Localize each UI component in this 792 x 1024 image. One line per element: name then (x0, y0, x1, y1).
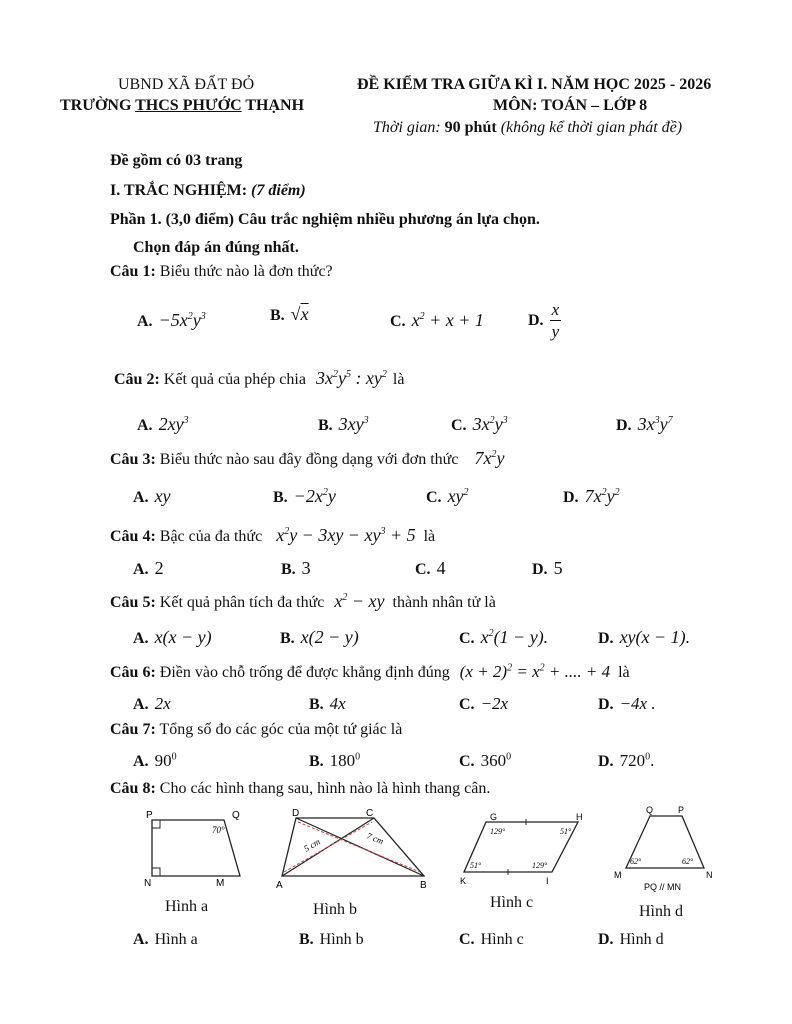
fig-c-angle-h: 51° (560, 827, 572, 836)
q5-option-a[interactable]: A. x(x − y) (133, 627, 212, 647)
fig-d-label-p: P (678, 805, 685, 815)
q7-option-b[interactable]: B. $180^0$ (309, 751, 361, 770)
figure-d (610, 804, 720, 894)
q3-option-b[interactable]: B. $-2x^2y$ (273, 486, 336, 506)
q3-option-d[interactable]: D. $7x^2y^2$ (563, 486, 620, 506)
fig-b-caption: Hình b (313, 901, 357, 918)
figure-b (272, 804, 432, 890)
q3-option-a[interactable]: A. xy (133, 486, 171, 506)
fig-b-label-b: B (420, 880, 427, 890)
question-4: Câu 4: Bậc của đa thức $x^2y - 3xy - xy^3 + 5$ là (110, 525, 436, 545)
part1-instruction: Chọn đáp án đúng nhất. (133, 239, 299, 256)
q6-option-c[interactable]: C. −2x (459, 694, 509, 713)
section-title: I. TRẮC NGHIỆM: (7 điểm) (110, 182, 306, 199)
fig-a-label-p: P (146, 810, 153, 821)
q7-option-c[interactable]: C. $360^0$ (459, 751, 512, 770)
fig-c-angle-i: 129° (532, 861, 548, 870)
q8-option-c[interactable]: C. Hình c (459, 931, 524, 948)
q4-option-d[interactable]: D. 5 (532, 558, 563, 578)
q7-option-d[interactable]: D. $720^0$. (598, 751, 655, 770)
exam-title: ĐỀ KIỂM TRA GIỮA KÌ I. NĂM HỌC 2025 - 2026 (357, 76, 712, 93)
fig-c-label-k: K (460, 876, 467, 886)
q3-option-c[interactable]: C. $xy^2$ (426, 486, 469, 506)
fig-a-label-m: M (216, 878, 225, 889)
fig-b-label-a: A (276, 880, 283, 890)
fig-b-label-d: D (292, 808, 300, 819)
q5-option-b[interactable]: B. x(2 − y) (280, 627, 359, 647)
fig-b-label-c: C (366, 808, 374, 819)
fig-d-label-q: Q (646, 805, 654, 815)
school-name: TRƯỜNG THCS PHƯỚC THẠNH (60, 97, 305, 114)
q1-option-d[interactable]: D. $\frac{x}{y}$ (528, 300, 560, 341)
fig-d-angle-n: 62° (682, 857, 694, 866)
q2-option-c[interactable]: C. $3x^2y^3$ (451, 414, 508, 434)
q2-option-d[interactable]: D. $3x^3y^7$ (616, 414, 673, 434)
question-7: Câu 7: Tổng số đo các góc của một tứ giác là (110, 721, 403, 738)
q1-option-b[interactable]: B. √x (270, 304, 309, 324)
fig-a-label-n: N (144, 878, 152, 889)
question-1: Câu 1: Biểu thức nào là đơn thức? (110, 263, 333, 280)
exam-subject: MÔN: TOÁN – LỚP 8 (493, 97, 648, 114)
figure-c (456, 808, 586, 888)
page-count: Đề gồm có 03 trang (110, 152, 243, 169)
fig-c-angle-g: 129° (490, 827, 506, 836)
exam-time: Thời gian: 90 phút (không kể thời gian phát đề) (373, 119, 683, 136)
q2-option-b[interactable]: B. $3xy^3$ (318, 414, 369, 434)
q6-option-b[interactable]: B. 4x (309, 694, 346, 713)
q4-option-c[interactable]: C. 4 (415, 558, 446, 578)
fig-d-angle-m: 62° (630, 857, 642, 866)
figure-a (140, 806, 250, 892)
question-6: Câu 6: Điền vào chỗ trống để được khẳng định đúng $(x + 2)^2 = x^2$ + .... + 4 là (110, 662, 630, 681)
fig-a-caption: Hình a (165, 898, 209, 915)
q1-option-c[interactable]: C. $x^2 + x + 1$ (390, 310, 484, 330)
school-authority: UBND XÃ ĐẤT ĐỎ (118, 76, 255, 93)
q2-option-a[interactable]: A. $2xy^3$ (137, 414, 189, 434)
q4-option-a[interactable]: A. 2 (133, 558, 164, 578)
q8-option-b[interactable]: B. Hình b (299, 931, 364, 948)
fig-b-length-1: 5 cm (302, 836, 322, 854)
fig-c-angle-k: 51° (470, 861, 482, 870)
q5-option-d[interactable]: D. xy(x − 1). (598, 627, 691, 647)
question-3: Câu 3: Biểu thức nào sau đây đồng dạng với đơn thức $7x^2y$ (110, 448, 505, 468)
question-2: Câu 2: Kết quả của phép chia $3x^2y^5$ : $xy^2$ là (114, 368, 405, 388)
fig-c-caption: Hình c (490, 894, 534, 911)
fig-b-length-2: 7 cm (365, 830, 385, 847)
question-5: Câu 5: Kết quả phân tích đa thức $x^2$ − xy thành nhân tử là (110, 591, 496, 611)
fig-d-note: PQ // MN (644, 882, 682, 892)
fig-a-angle: 70° (212, 825, 225, 835)
q8-option-d[interactable]: D. Hình d (598, 931, 664, 948)
fig-d-caption: Hình d (639, 903, 683, 920)
q6-option-d[interactable]: D. −4x . (598, 694, 656, 713)
q6-option-a[interactable]: A. 2x (133, 694, 171, 713)
q4-option-b[interactable]: B. 3 (281, 558, 311, 578)
q5-option-c[interactable]: C. $x^2(1 - y)$. (459, 627, 549, 647)
fig-c-label-i: I (546, 876, 549, 886)
fig-a-label-q: Q (232, 810, 240, 821)
fig-d-label-m: M (614, 870, 622, 880)
q1-option-a[interactable]: A. $-5x^2y^3$ (137, 310, 206, 330)
fig-c-label-g: G (490, 812, 498, 822)
q7-option-a[interactable]: A. $90^0$ (133, 751, 177, 770)
part1-title: Phần 1. (3,0 điểm) Câu trắc nghiệm nhiều phương án lựa chọn. (110, 211, 540, 228)
q8-option-a[interactable]: A. Hình a (133, 931, 198, 948)
fig-d-label-n: N (706, 870, 713, 880)
question-8: Câu 8: Cho các hình thang sau, hình nào là hình thang cân. (110, 780, 491, 797)
fig-c-label-h: H (576, 812, 583, 822)
